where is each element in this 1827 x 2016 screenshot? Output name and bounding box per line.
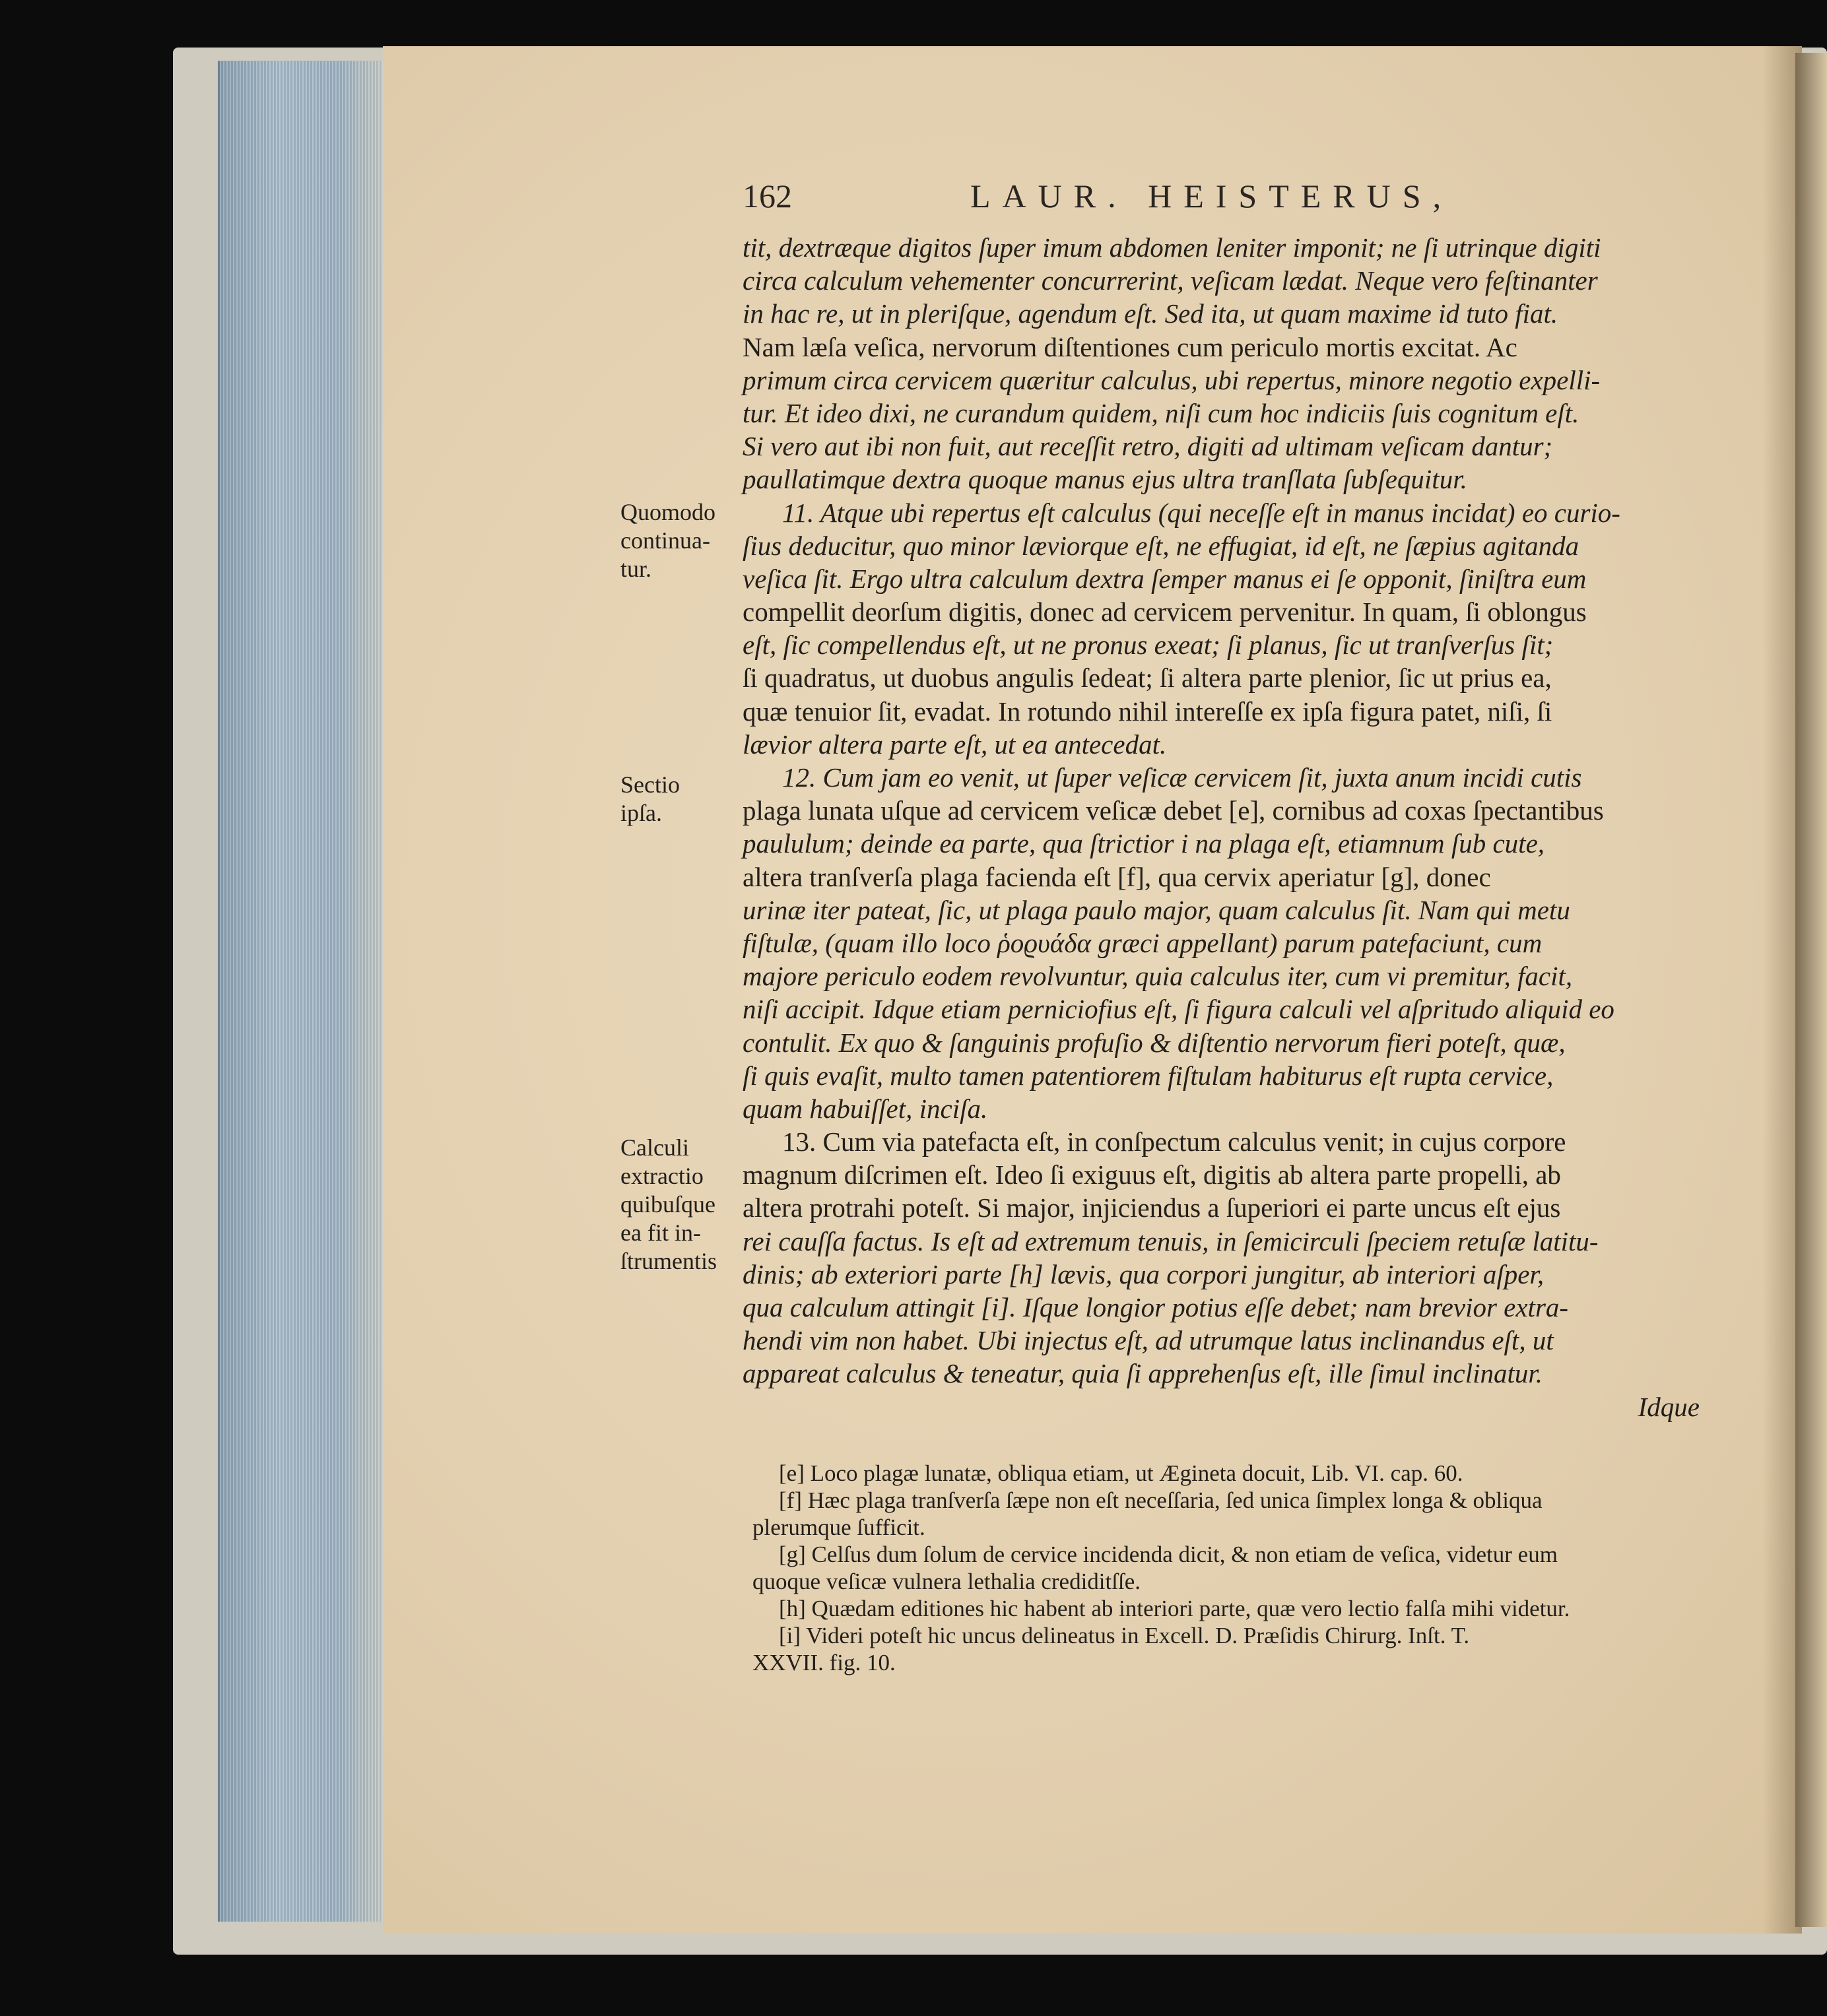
footnote: [e] Loco plagæ lunatæ, obliqua etiam, ut Ægineta docuit, Lib. VI. cap. 60. [779, 1460, 1463, 1486]
body-line: plaga lunata uſque ad cervicem veſicæ debet [e], cornibus ad coxas ſpectantibus [743, 795, 1604, 826]
body-line: qua calculum attingit [i]. Iſque longior potius eſſe debet; nam brevior extra- [743, 1292, 1569, 1322]
body-line: appareat calculus & teneatur, quia ſi apprehenſus eſt, ille ſimul inclinatur. [743, 1358, 1543, 1389]
margin-note-line: continua- [620, 527, 710, 554]
body-line: 12. Cum jam eo venit, ut ſuper veſicæ cervicem ſit, juxta anum incidi cutis [782, 762, 1582, 793]
margin-note-line: ea fit in- [620, 1219, 701, 1246]
body-line: compellit deorſum digitis, donec ad cervicem pervenitur. In quam, ſi oblongus [743, 597, 1587, 628]
body-line: altera tranſverſa plaga facienda eſt [f], qua cervix aperiatur [g], donec [743, 861, 1491, 892]
body-line: ſi quis evaſit, multo tamen patentiorem fiſtulam habiturus eſt rupta cervice, [743, 1060, 1554, 1091]
margin-note-line: Sectio [620, 771, 680, 798]
margin-note-line: Calculi [620, 1134, 689, 1161]
body-line: eſt, ſic compellendus eſt, ut ne pronus exeat; ſi planus, ſic ut tranſverſus ſit; [743, 630, 1554, 661]
page-block-edge [218, 61, 388, 1922]
facing-page-edge [1795, 53, 1827, 1927]
page-number: 162 [743, 178, 792, 214]
margin-note-line: ipſa. [620, 800, 662, 826]
body-line: Si vero aut ibi non fuit, aut receſſit retro, digiti ad ultimam veſicam dantur; [743, 431, 1553, 462]
body-line: quam habuiſſet, inciſa. [743, 1093, 988, 1124]
margin-note-line: tur. [620, 556, 652, 582]
body-text [743, 231, 1700, 1423]
footnote: [h] Quædam editiones hic habent ab interiori parte, quæ vero lectio falſa mihi videtur. [779, 1596, 1570, 1621]
body-line: contulit. Ex quo & ſanguinis profuſio & diſtentio nervorum fieri poteſt, quæ, [743, 1027, 1566, 1058]
body-line: veſica ſit. Ergo ultra calculum dextra ſemper manus ei ſe opponit, ſiniſtra eum [743, 563, 1587, 594]
margin-note-line: extractio [620, 1163, 704, 1189]
body-line: 13. Cum via patefacta eſt, in conſpectum calculus venit; in cujus corpore [782, 1126, 1566, 1157]
footnote-continuation: XXVII. fig. 10. [752, 1650, 896, 1675]
body-line: niſi accipit. Idque etiam perniciofius eſt, ſi figura calculi vel aſpritudo aliquid eo [743, 994, 1614, 1025]
body-line: tit, dextræque digitos ſuper imum abdomen leniter imponit; ne ſi utrinque digiti [743, 232, 1601, 263]
body-line: paululum; deinde ea parte, qua ſtrictior i na plaga eſt, etiamnum ſub cute, [743, 828, 1545, 859]
footnote: [g] Celſus dum ſolum de cervice incidenda dicit, & non etiam de veſica, videtur eum [779, 1542, 1558, 1567]
margin-note [620, 771, 738, 828]
body-line: paullatimque dextra quoque manus ejus ultra tranſlata ſubſequitur. [743, 464, 1467, 495]
body-line: 11. Atque ubi repertus eſt calculus (qui neceſſe eſt in manus incidat) eo curio- [782, 497, 1620, 528]
body-line: quæ tenuior ſit, evadat. In rotundo nihil intereſſe ex ipſa figura patet, niſi, ſi [743, 696, 1552, 727]
footnote-continuation: plerumque ſufficit. [752, 1514, 925, 1540]
body-line: altera protrahi poteſt. Si major, injiciendus a ſuperiori ei parte uncus eſt ejus [743, 1192, 1561, 1223]
body-line: lævior altera parte eſt, ut ea antecedat. [743, 729, 1167, 760]
footnote: [i] Videri poteſt hic uncus delineatus in Excell. D. Præſidis Chirurg. Inſt. T. [779, 1623, 1470, 1648]
body-line: rei cauſſa factus. Is eſt ad extremum tenuis, in ſemicirculi ſpeciem retuſæ latitu- [743, 1225, 1599, 1256]
body-line: in hac re, ut in pleriſque, agendum eſt. Sed ita, ut quam maxime id tuto fiat. [743, 298, 1558, 329]
body-line: dinis; ab exteriori parte [h] lævis, qua corpori jungitur, ab interiori aſper, [743, 1258, 1545, 1289]
footnotes [752, 1460, 1700, 1676]
body-line: primum circa cervicem quæritur calculus, ubi repertus, minore negotio expelli- [743, 364, 1601, 395]
footnote: [f] Hæc plaga tranſverſa ſæpe non eſt neceſſaria, ſed unica ſimplex longa & obliqua [779, 1487, 1543, 1513]
body-line: fiſtulæ, (quam illo loco ῥοϱυάδα græci appellant) parum patefaciunt, cum [743, 927, 1543, 958]
body-line: tur. Et ideo dixi, ne curandum quidem, niſi cum hoc indiciis ſuis cognitum eſt. [743, 397, 1579, 428]
running-head: LAUR. HEISTERUS, [970, 178, 1453, 214]
body-line: ſi quadratus, ut duobus angulis ſedeat; ſi altera parte plenior, ſic ut prius ea, [743, 663, 1552, 694]
catchword: Idque [1638, 1391, 1700, 1422]
body-line: magnum diſcrimen eſt. Ideo ſi exiguus eſt, digitis ab altera parte propelli, ab [743, 1159, 1561, 1190]
margin-note-line: Quomodo [620, 499, 715, 525]
margin-note-line: quibuſque [620, 1191, 715, 1218]
body-line: urinæ iter pateat, ſic, ut plaga paulo major, quam calculus ſit. Nam qui metu [743, 894, 1570, 925]
body-line: hendi vim non habet. Ubi injectus eſt, ad utrumque latus inclinandus eſt, ut [743, 1325, 1554, 1356]
margin-note [620, 1134, 738, 1276]
margin-note [620, 498, 738, 583]
body-line: ſius deducitur, quo minor læviorque eſt, ne effugiat, id eſt, ne ſæpius agitanda [743, 530, 1579, 561]
margin-note-line: ſtrumentis [620, 1248, 717, 1274]
body-line: majore periculo eodem revolvuntur, quia calculus iter, cum vi premitur, facit, [743, 961, 1573, 992]
body-line: Nam læſa veſica, nervorum diſtentiones cum periculo mortis excitat. Ac [743, 331, 1517, 362]
footnote-continuation: quoque veſicæ vulnera lethalia crediditſſe. [752, 1569, 1141, 1594]
body-line: circa calculum vehementer concurrerint, veſicam lædat. Neque vero feſtinanter [743, 265, 1598, 296]
